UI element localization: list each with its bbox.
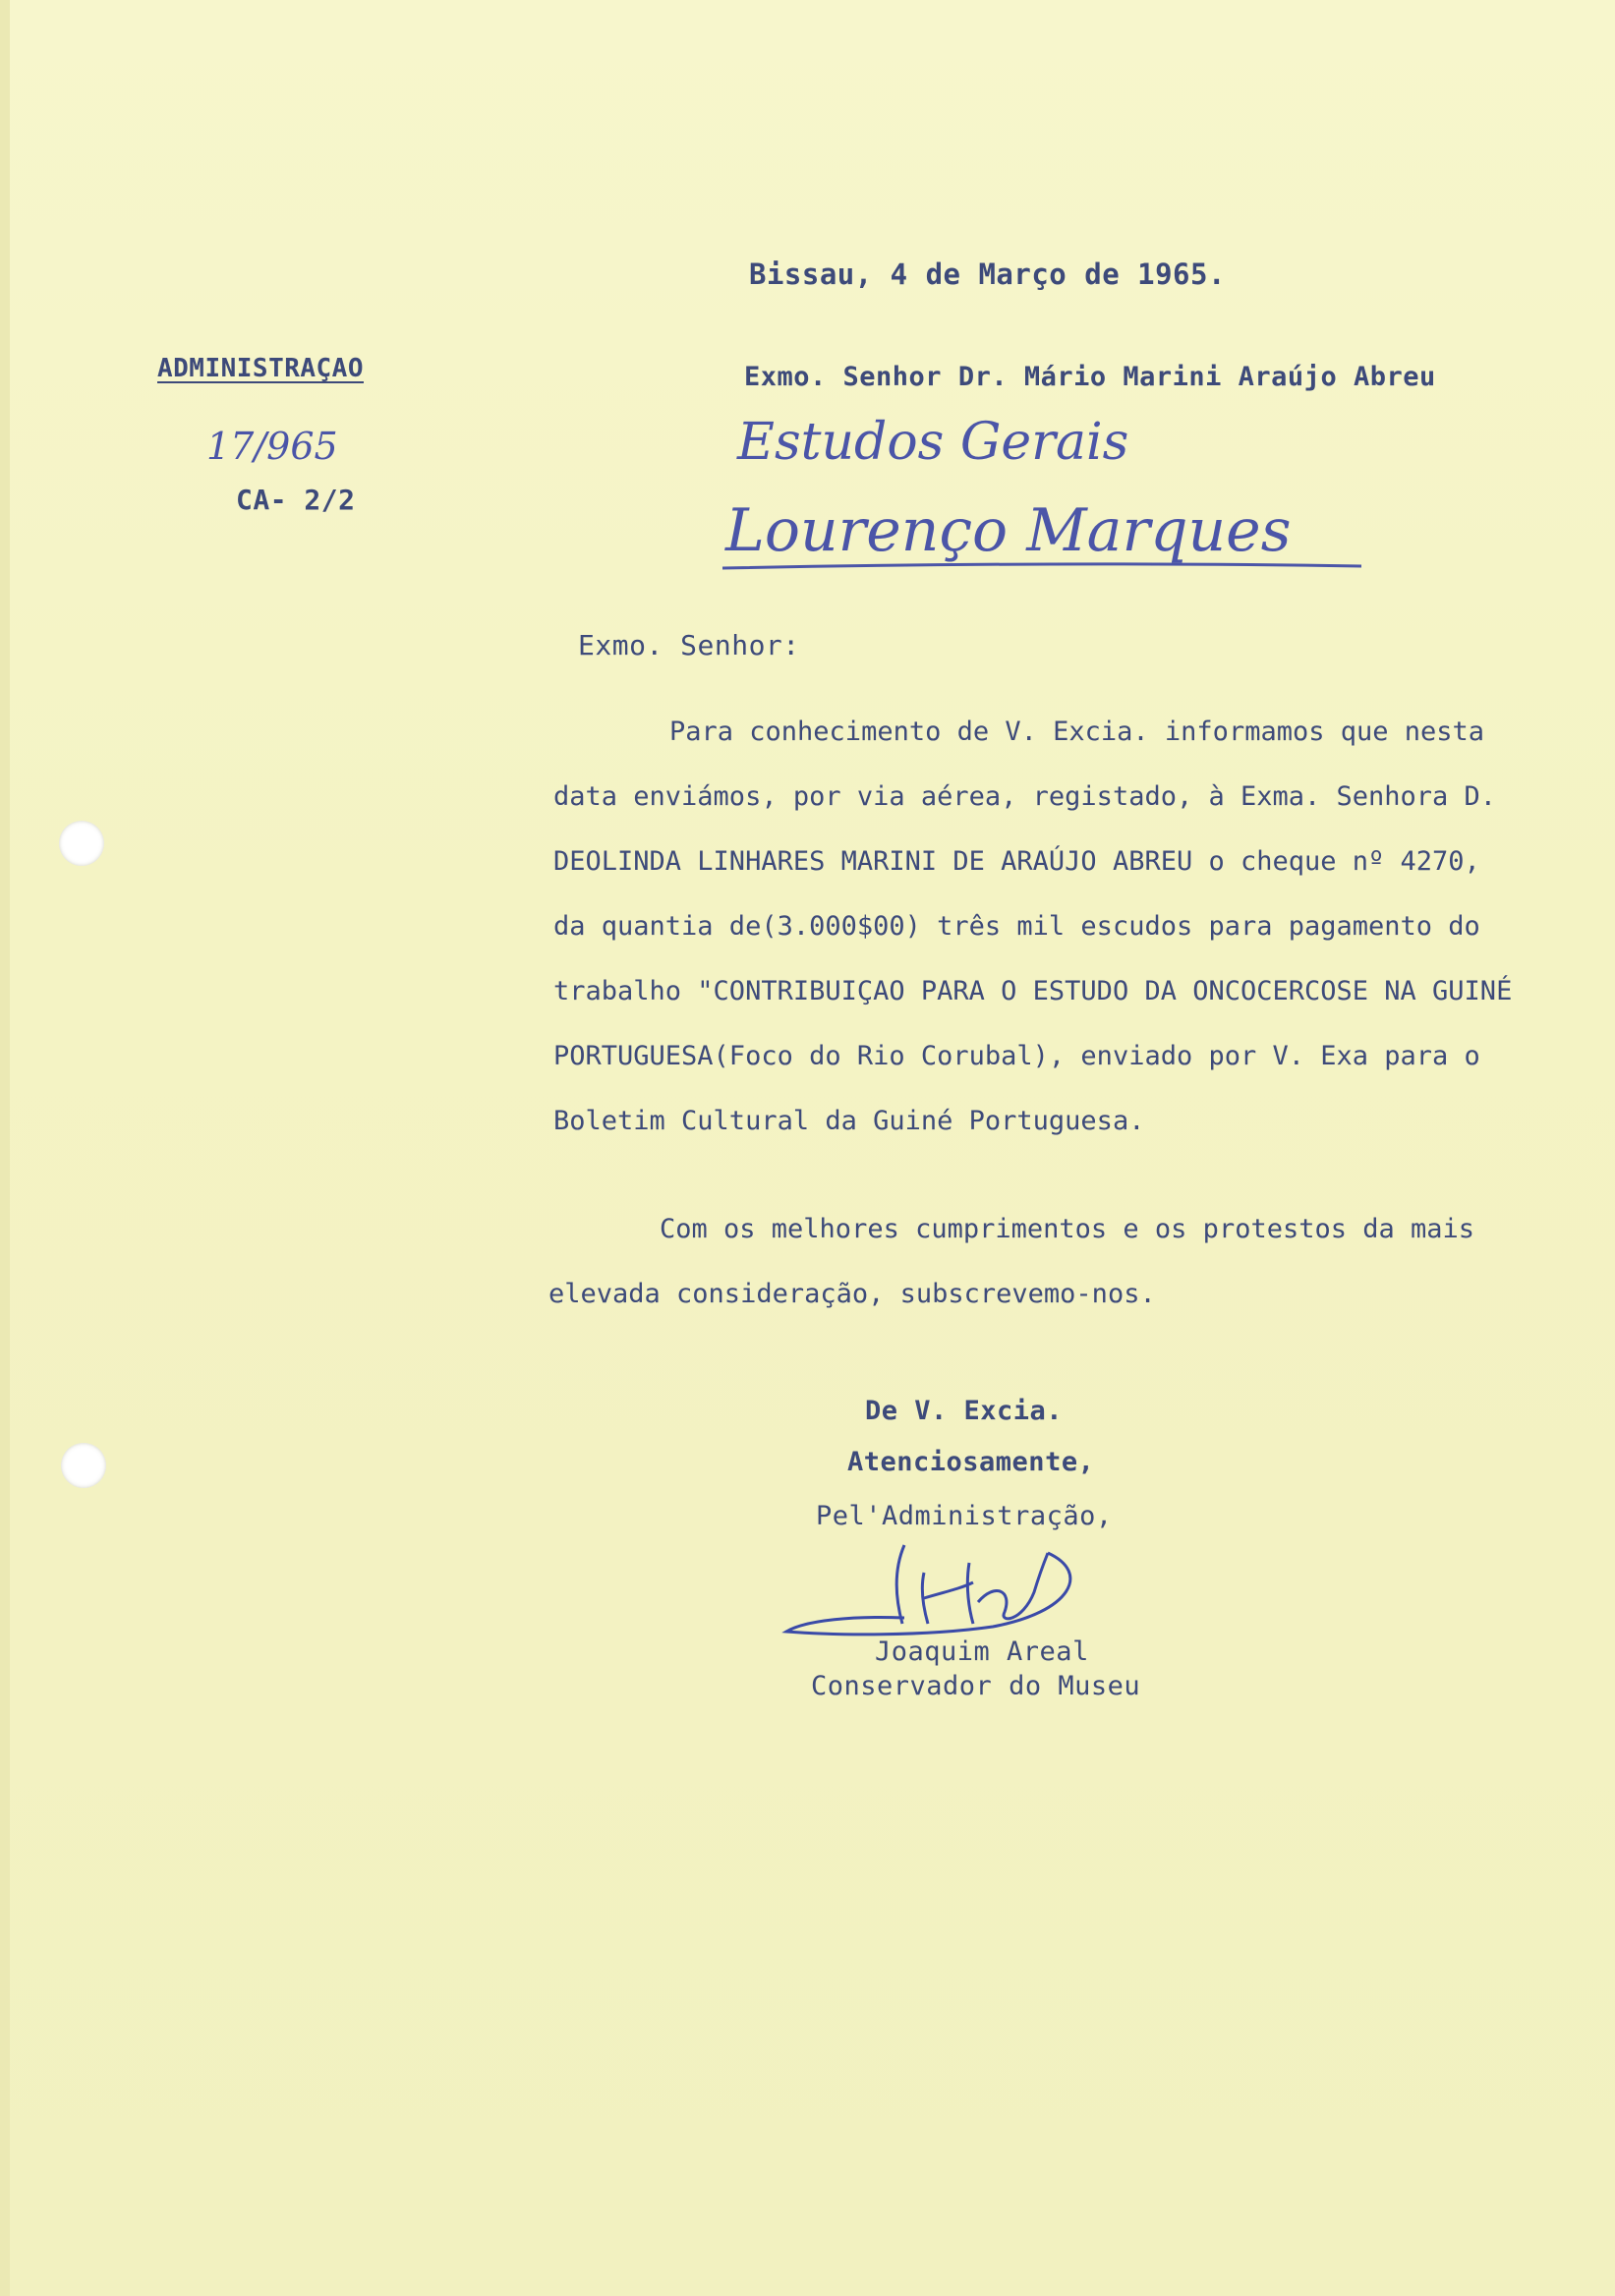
signer-title: Conservador do Museu <box>811 1671 1141 1701</box>
recipient-handwritten-city: Lourenço Marques <box>725 496 1292 565</box>
signer-name: Joaquim Areal <box>875 1636 1089 1667</box>
signoff-line: De V. Excia. <box>865 1396 1064 1426</box>
signoff-line: Pel'Administração, <box>816 1501 1113 1531</box>
reference-number: 17/965 <box>206 425 338 468</box>
body-paragraph <box>553 700 1527 1154</box>
reference-code: CA- 2/2 <box>236 484 356 516</box>
body-line: trabalho "CONTRIBUIÇAO PARA O ESTUDO DA ONCOCERCOSE NA GUINÉ <box>553 976 1513 1006</box>
body-line: DEOLINDA LINHARES MARINI DE ARAÚJO ABREU o cheque nº 4270, <box>553 846 1480 877</box>
signoff-line: Atenciosamente, <box>847 1447 1095 1477</box>
closing-line: elevada consideração, subscrevemo-nos. <box>548 1279 1156 1309</box>
body-line: Para conhecimento de V. Excia. informamos que nesta <box>669 717 1485 747</box>
salutation: Exmo. Senhor: <box>578 629 800 661</box>
body-line: Boletim Cultural da Guiné Portuguesa. <box>553 1106 1145 1136</box>
department-heading: ADMINISTRAÇAO <box>157 354 364 383</box>
closing-line: Com os melhores cumprimentos e os protestos da mais <box>660 1214 1475 1244</box>
recipient-handwritten-institution: Estudos Gerais <box>737 413 1129 472</box>
closing-paragraph <box>548 1197 1522 1327</box>
paper-edge <box>0 0 10 2296</box>
punch-hole-top <box>59 821 104 866</box>
handwritten-signature <box>777 1533 1101 1641</box>
body-line: data enviámos, por via aérea, registado, à Exma. Senhora D. <box>553 781 1497 812</box>
handwritten-underline <box>718 550 1366 574</box>
body-line: da quantia de(3.000$00) três mil escudos para pagamento do <box>553 911 1480 942</box>
body-line: PORTUGUESA(Foco do Rio Corubal), enviado por V. Exa para o <box>553 1041 1480 1071</box>
punch-hole-bottom <box>61 1443 106 1488</box>
recipient-line: Exmo. Senhor Dr. Mário Marini Araújo Abreu <box>744 362 1436 392</box>
letter-date: Bissau, 4 de Março de 1965. <box>749 258 1226 291</box>
